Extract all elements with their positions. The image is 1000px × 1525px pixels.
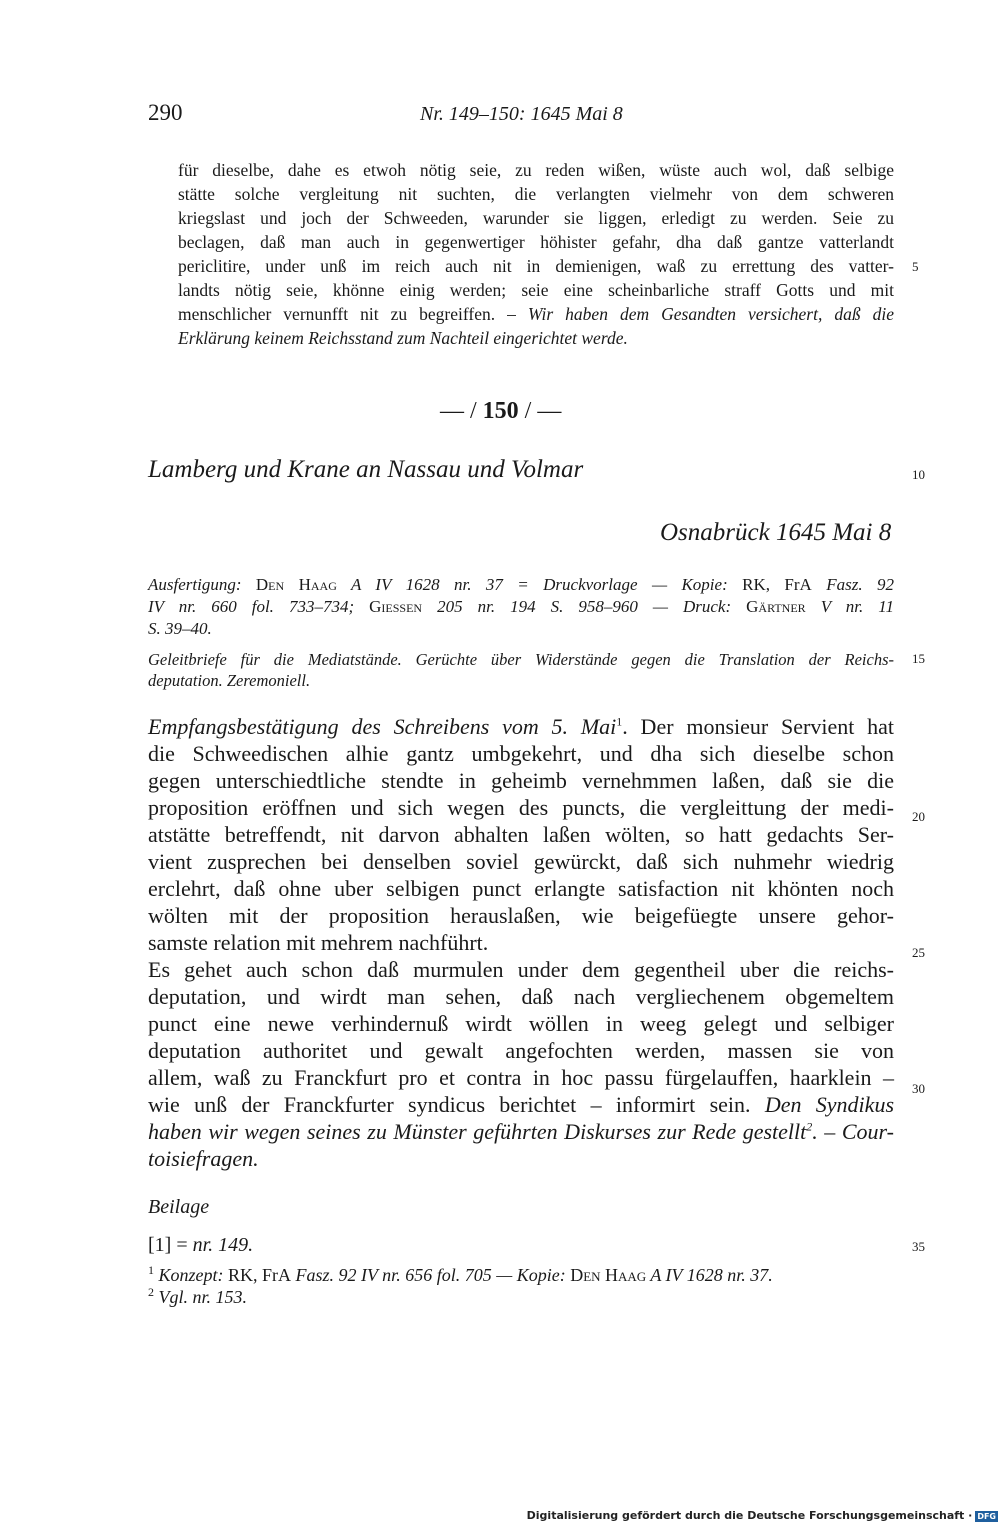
body-line: die Schweedischen alhie gantz umbgekehrt, und dha sich dieselbe schon bbox=[148, 741, 894, 766]
line-number: 10 bbox=[912, 467, 925, 482]
body-line: Es gehet auch schon daß murmulen under dem gegentheil uber die reichs- bbox=[148, 957, 894, 982]
prev-text-line: periclitire, under unß im reich auch nit in demienigen, waß zu errettung des vatter- bbox=[178, 256, 894, 276]
body-line: toisiefragen. bbox=[148, 1146, 259, 1171]
line-number: 20 bbox=[912, 809, 925, 824]
source-line: S. 39–40. bbox=[148, 619, 212, 638]
footnote-1: $^1$ Konzept: RK, FrA Fasz. 92 IV nr. 656 fol. 705 — Kopie: Den Haag A IV 1628 nr. 37. bbox=[148, 1263, 773, 1285]
body-line: deputation authoritet und gewalt angefochten werden, massen sie von bbox=[148, 1038, 894, 1063]
line-number: 25 bbox=[912, 945, 925, 960]
body-line: wölten mit der proposition herauslaßen, wie beigefüegte unsere gehor- bbox=[148, 903, 894, 928]
page-number: 290 bbox=[148, 100, 183, 125]
line-number: 30 bbox=[912, 1081, 925, 1096]
body-line: gegen unterschiedtliche stendte in geheimb vernehmmen laßen, daß sie die bbox=[148, 768, 894, 793]
regest-line: Geleitbriefe für die Mediatstände. Gerüchte über Widerstände gegen die Translation der Reichs- bbox=[148, 650, 894, 669]
body-line: proposition eröffnen und sich wegen des puncts, die vergleittung der medi- bbox=[148, 795, 894, 820]
beilage-item: [1] = nr. 149. bbox=[148, 1234, 254, 1256]
regest-line: deputation. Zeremoniell. bbox=[148, 671, 311, 690]
prev-text-line: menschlicher vernunfft nit zu begreiffen. – Wir haben dem Gesandten versichert, daß die bbox=[178, 304, 894, 324]
footnote-2: $^2$ Vgl. nr. 153. bbox=[148, 1285, 248, 1307]
body-line: haben wir wegen seines zu Münster geführten Diskurses zur Rede gestellt$^2$. – Cour- bbox=[148, 1119, 894, 1144]
line-number: 5 bbox=[912, 259, 919, 274]
footnote-ref[interactable]: 2 bbox=[806, 1119, 813, 1134]
body-line: punct eine newe verhindernuß wirdt wöllen in weeg gelegt und selbiger bbox=[148, 1011, 894, 1036]
body-line: wie unß der Franckfurter syndicus berichtet – informirt sein. Den Syndikus bbox=[148, 1092, 895, 1117]
document-number: — / 150 / — bbox=[440, 398, 562, 424]
line-number: 35 bbox=[912, 1239, 925, 1254]
prev-text-line: beclagen, daß man auch in gegenwertiger höhister gefahr, dha daß gantze vatterlandt bbox=[178, 232, 894, 252]
running-head: Nr. 149–150: 1645 Mai 8 bbox=[420, 103, 623, 125]
prev-text-line: landts nötig seie, khönne einig werden; seie eine scheinbarliche straff Gotts und mit bbox=[178, 280, 894, 300]
prev-text-line: kriegslast und joch der Schweeden, warunder sie liggen, erledigt zu werden. Seie zu bbox=[178, 208, 894, 228]
body-line: atstätte betreffendt, nit darvon abhalten laßen wölten, so hatt gedachts Ser- bbox=[148, 822, 894, 847]
body-line: erclehrt, daß ohne uber selbigen punct erlangte satisfaction nit khönten noch bbox=[148, 876, 894, 901]
digitization-footer: Digitalisierung gefördert durch die Deutsche Forschungsgemeinschaft · DFG bbox=[526, 1509, 996, 1522]
prev-text-line: für dieselbe, dahe es etwoh nötig seie, zu reden wißen, wüste auch wol, daß selbige bbox=[178, 160, 894, 180]
source-line: Ausfertigung: Den Haag A IV 1628 nr. 37 = Druckvorlage — Kopie: RK, FrA Fasz. 92 bbox=[148, 575, 894, 594]
place-date: Osnabrück 1645 Mai 8 bbox=[660, 519, 892, 546]
body-line: samste relation mit mehrem nachführt. bbox=[148, 930, 489, 955]
body-line: allem, waß zu Franckfurt pro et contra in hoc passu fürgelauffen, haarklein – bbox=[148, 1065, 894, 1090]
line-number: 15 bbox=[912, 651, 925, 666]
prev-text-line: stätte solche vergleitung nit suchten, die verlangten vielmehr von dem schweren bbox=[178, 184, 894, 204]
footnote-ref[interactable]: 1 bbox=[616, 714, 623, 729]
body-line: Empfangsbestätigung des Schreibens vom 5. Mai$^1$. Der monsieur Servient hat bbox=[148, 714, 894, 739]
body-line: vient zusprechen bei denselben soviel gewürckt, daß sich nuhmehr wiedrig bbox=[148, 849, 894, 874]
body-line: deputation, und wirdt man sehen, daß nach vergliechenem obgemeltem bbox=[148, 984, 894, 1009]
document-title: Lamberg und Krane an Nassau und Volmar bbox=[148, 456, 584, 483]
beilage-heading: Beilage bbox=[148, 1196, 210, 1218]
dfg-logo: DFG bbox=[977, 1511, 996, 1521]
prev-text-line: Erklärung keinem Reichsstand zum Nachteil eingerichtet werde. bbox=[178, 328, 628, 348]
source-line: IV nr. 660 fol. 733–734; Giessen 205 nr. 194 S. 958–960 — Druck: Gärtner V nr. 11 bbox=[148, 597, 895, 616]
